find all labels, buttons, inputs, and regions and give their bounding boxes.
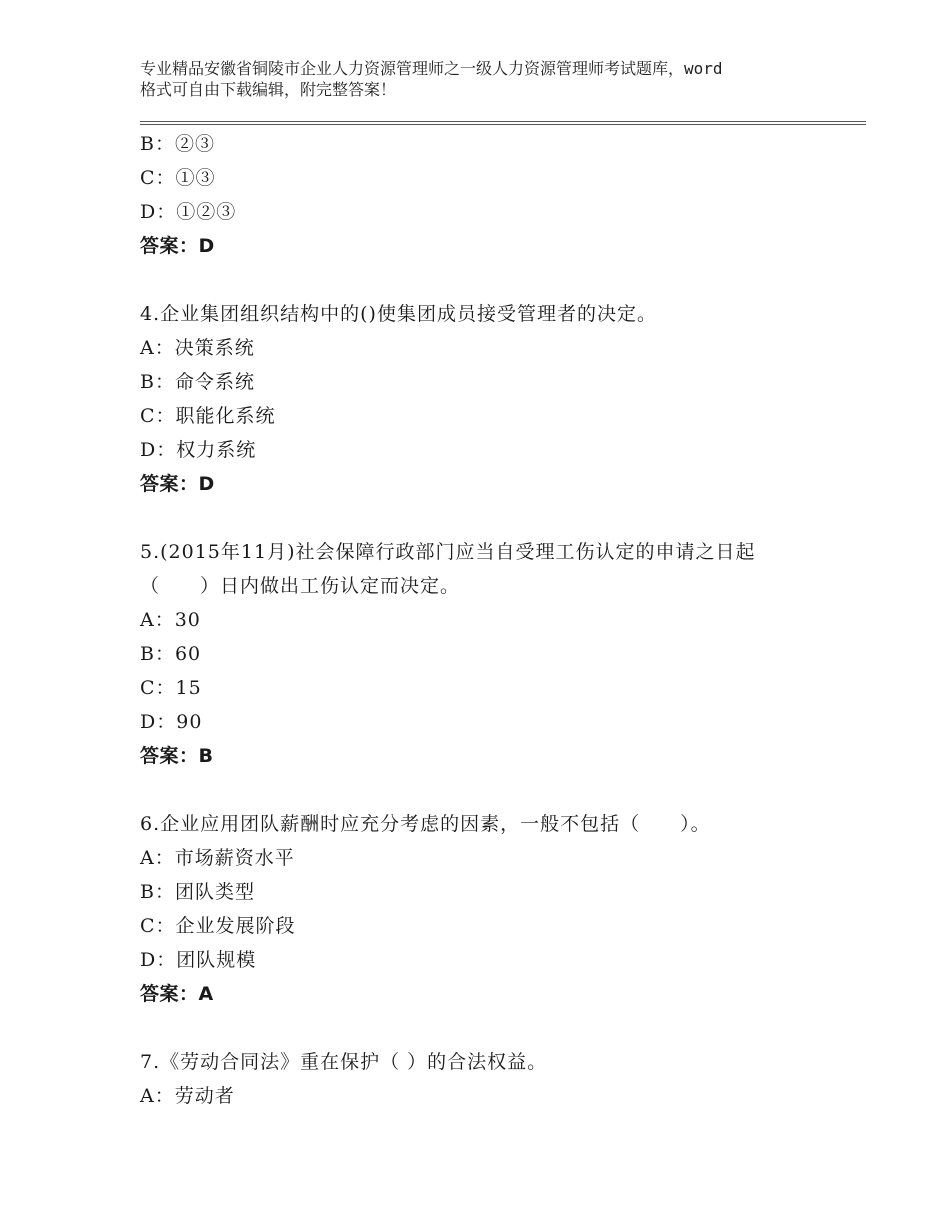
option-b: B：②③ (140, 133, 215, 155)
question-5 (140, 535, 840, 773)
header-title-line-2: 格式可自由下载编辑，附完整答案！ (140, 80, 397, 99)
option-a: A：市场薪资水平 (140, 847, 295, 869)
question-stem-continued: （ ）日内做出工伤认定而决定。 (140, 575, 461, 597)
partial-question-3 (140, 127, 840, 263)
question-stem: 5.(2015年11月)社会保障行政部门应当自受理工伤认定的申请之日起 (140, 541, 756, 563)
option-a: A：决策系统 (140, 337, 255, 359)
option-a: A：劳动者 (140, 1085, 235, 1107)
answer-line: 答案：D (140, 235, 215, 257)
option-c: C：企业发展阶段 (140, 915, 296, 937)
question-stem: 4.企业集团组织结构中的()使集团成员接受管理者的决定。 (140, 303, 657, 325)
header-divider-bottom (140, 124, 866, 125)
answer-line: 答案：D (140, 473, 215, 495)
option-d: D：权力系统 (140, 439, 257, 461)
option-d: D：90 (140, 711, 203, 733)
option-c: C：职能化系统 (140, 405, 276, 427)
header-title-line-1: 专业精品安徽省铜陵市企业人力资源管理师之一级人力资源管理师考试题库，word (140, 59, 723, 78)
header-divider-top (140, 121, 866, 122)
option-c: C：15 (140, 677, 202, 699)
question-6 (140, 807, 840, 1011)
question-7 (140, 1045, 840, 1113)
document-header (140, 58, 840, 100)
option-b: B：命令系统 (140, 371, 255, 393)
option-d: D：①②③ (140, 201, 237, 223)
option-a: A：30 (140, 609, 201, 631)
answer-line: 答案：B (140, 745, 214, 767)
answer-line: 答案：A (140, 983, 214, 1005)
option-b: B：60 (140, 643, 202, 665)
question-stem: 6.企业应用团队薪酬时应充分考虑的因素，一般不包括（ ）。 (140, 813, 711, 835)
question-stem: 7.《劳动合同法》重在保护（ ）的合法权益。 (140, 1051, 548, 1073)
question-4 (140, 297, 840, 501)
option-b: B：团队类型 (140, 881, 255, 903)
option-d: D：团队规模 (140, 949, 257, 971)
option-c: C：①③ (140, 167, 216, 189)
question-list (140, 127, 840, 1113)
